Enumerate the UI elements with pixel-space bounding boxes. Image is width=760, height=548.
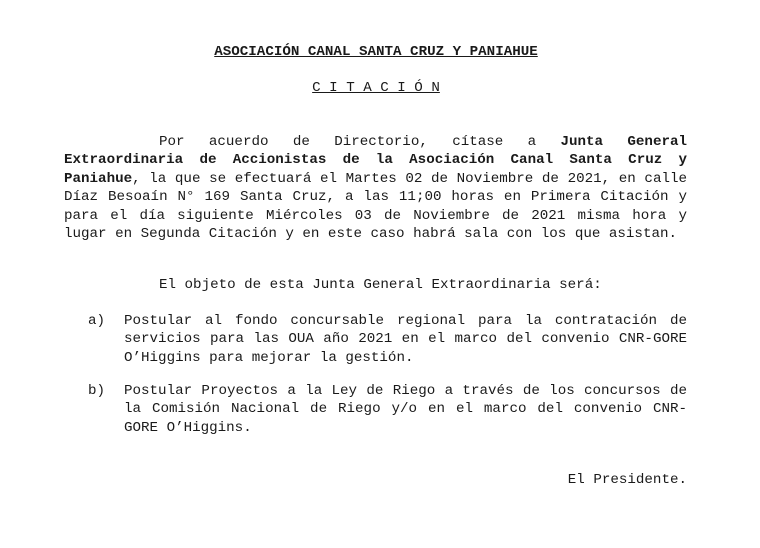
- paragraph-details: , la que se efectuará el Martes 02 de Noviembre de 2021, en calle Díaz Besoaín N° 169 Santa Cruz, a las 11;00 horas en Primera Citación y para el día siguiente Miércoles 03 de Noviembre de 2021 misma hora y lugar en Segunda Citación y en este caso habrá sala con los que asistan.: [64, 170, 687, 243]
- agenda-intro: El objeto de esta Junta General Extraordinaria será:: [159, 277, 602, 293]
- paragraph-intro: Por acuerdo de Directorio, cítase a: [159, 134, 561, 150]
- agenda-item-marker: a): [88, 313, 106, 329]
- paragraph-meeting-name: Junta General Extraordinaria de Accionistas de la Asociación Canal Santa Cruz y Paniahue: [64, 134, 687, 187]
- signature: El Presidente.: [567, 472, 687, 488]
- citation-paragraph: [64, 133, 687, 243]
- organization-title: ASOCIACIÓN CANAL SANTA CRUZ Y PANIAHUE: [214, 44, 538, 60]
- agenda-item: [88, 382, 687, 437]
- agenda-item-text: Postular al fondo concursable regional para la contratación de servicios para las OUA año 2021 en el marco del convenio CNR-GORE O’Higgins para mejorar la gestión.: [124, 313, 687, 366]
- document-title: C I T A C I Ó N: [312, 80, 440, 96]
- agenda-item-text: Postular Proyectos a la Ley de Riego a través de los concursos de la Comisión Nacional de Riego y/o en el marco del convenio CNR-GORE O’Higgins.: [124, 383, 687, 436]
- agenda-item-marker: b): [88, 383, 106, 399]
- agenda-item: [88, 312, 687, 367]
